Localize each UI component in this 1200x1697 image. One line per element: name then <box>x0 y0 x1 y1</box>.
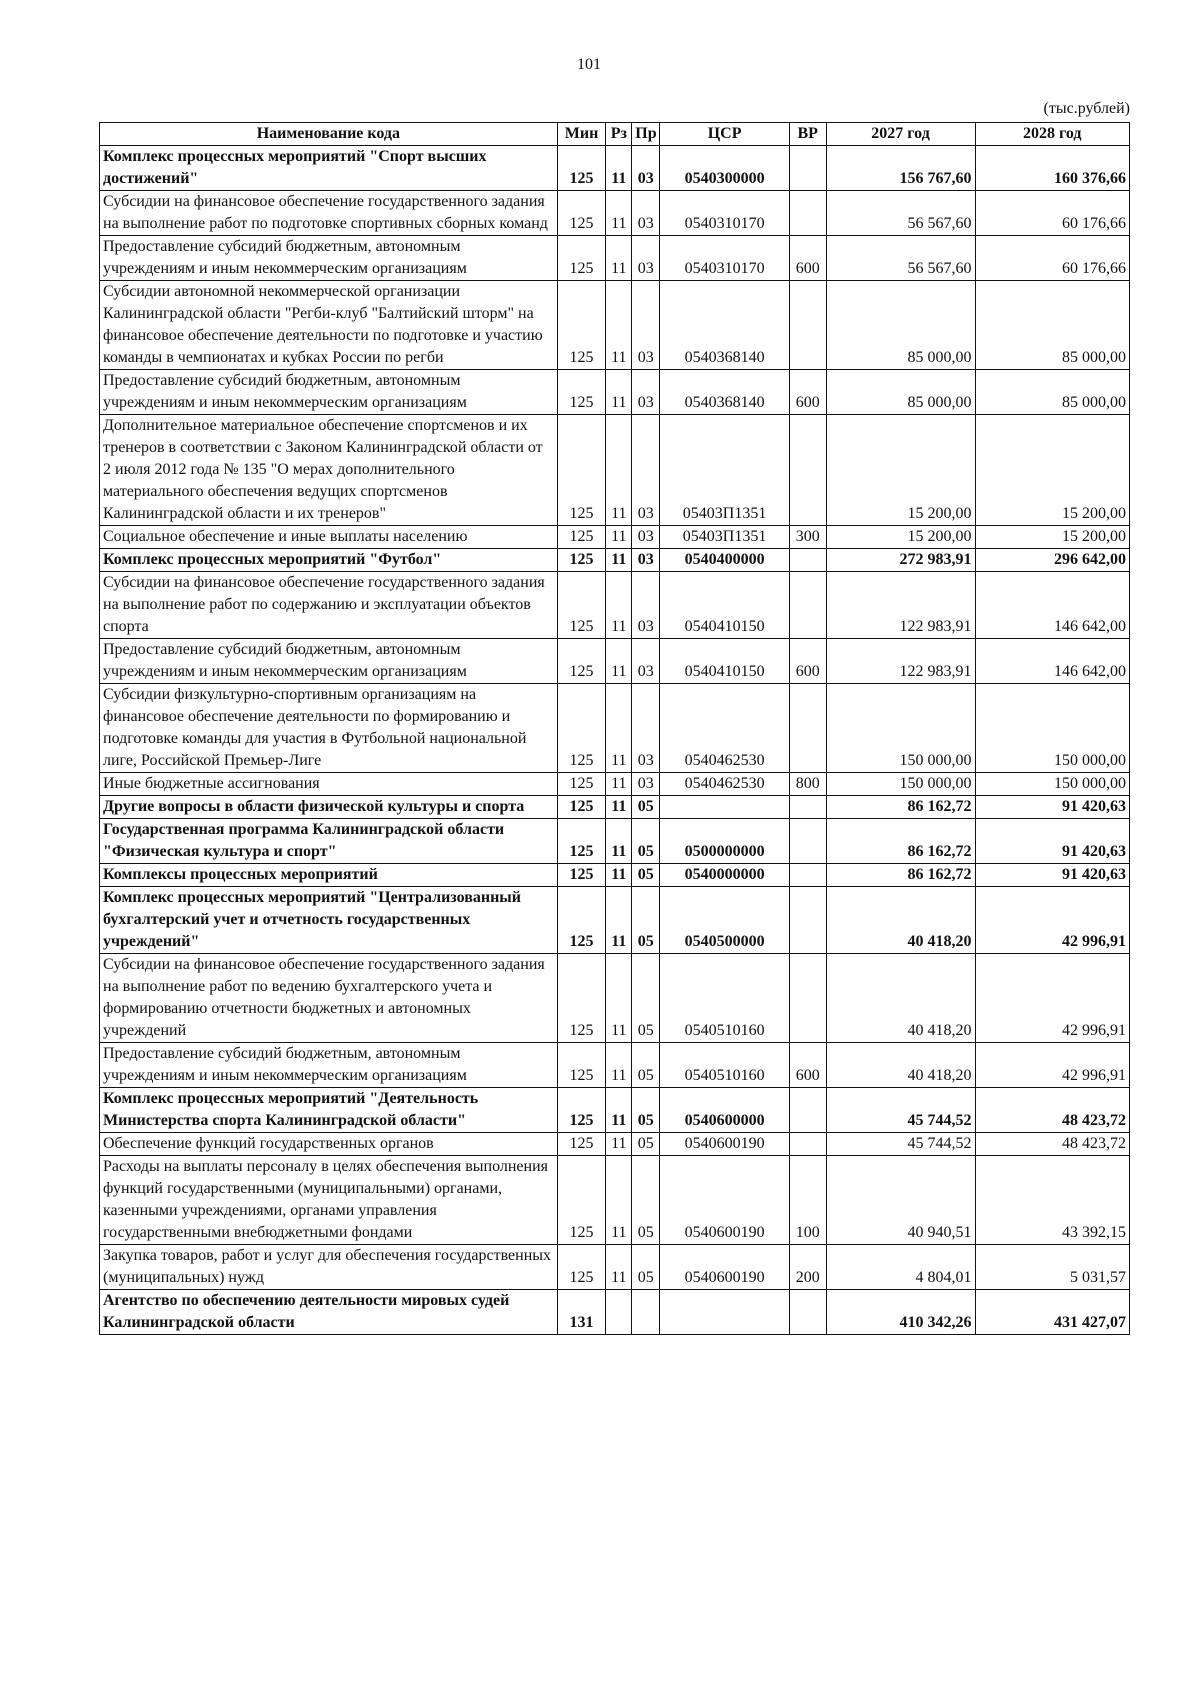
cell-2027: 56 567,60 <box>826 236 975 281</box>
cell-name: Иные бюджетные ассигнования <box>100 773 558 796</box>
table-row <box>100 1088 1130 1133</box>
cell-2028: 48 423,72 <box>975 1088 1129 1133</box>
cell-name: Субсидии автономной некоммерческой организации Калининградской области "Регби-клуб "Балтийский шторм" на финансовое обеспечение деятельности по подготовке и участию команды в чемпионатах и кубках России по регби <box>100 281 558 370</box>
cell-2028: 91 420,63 <box>975 796 1129 819</box>
cell-rz: 11 <box>606 887 632 954</box>
cell-2028: 150 000,00 <box>975 684 1129 773</box>
cell-rz: 11 <box>606 1245 632 1290</box>
table-row <box>100 191 1130 236</box>
cell-2028: 160 376,66 <box>975 146 1129 191</box>
cell-name: Субсидии на финансовое обеспечение государственного задания на выполнение работ по подготовке спортивных сборных команд <box>100 191 558 236</box>
cell-min: 125 <box>557 796 606 819</box>
cell-2028: 5 031,57 <box>975 1245 1129 1290</box>
cell-pr: 03 <box>632 549 660 572</box>
budget-table <box>99 122 1130 1335</box>
cell-vr <box>789 1290 826 1335</box>
cell-min: 125 <box>557 1133 606 1156</box>
cell-min: 125 <box>557 864 606 887</box>
cell-vr <box>789 549 826 572</box>
cell-2027: 40 940,51 <box>826 1156 975 1245</box>
cell-vr <box>789 864 826 887</box>
cell-csr: 0540368140 <box>660 281 790 370</box>
cell-2027: 410 342,26 <box>826 1290 975 1335</box>
cell-vr <box>789 796 826 819</box>
cell-pr: 05 <box>632 1245 660 1290</box>
cell-min: 125 <box>557 146 606 191</box>
cell-vr: 600 <box>789 370 826 415</box>
cell-2028: 146 642,00 <box>975 639 1129 684</box>
cell-vr <box>789 819 826 864</box>
cell-rz: 11 <box>606 773 632 796</box>
table-header-row <box>100 123 1130 146</box>
cell-2027: 45 744,52 <box>826 1133 975 1156</box>
cell-csr: 0500000000 <box>660 819 790 864</box>
cell-vr: 600 <box>789 639 826 684</box>
cell-csr: 05403П1351 <box>660 526 790 549</box>
cell-rz: 11 <box>606 526 632 549</box>
cell-rz: 11 <box>606 415 632 526</box>
table-row <box>100 526 1130 549</box>
cell-rz <box>606 1290 632 1335</box>
cell-min: 125 <box>557 415 606 526</box>
cell-name: Субсидии на финансовое обеспечение государственного задания на выполнение работ по ведению бухгалтерского учета и формированию отчетности бюджетных и автономных учреждений <box>100 954 558 1043</box>
cell-csr: 0540600190 <box>660 1245 790 1290</box>
cell-min: 125 <box>557 1156 606 1245</box>
cell-csr: 0540462530 <box>660 684 790 773</box>
cell-2027: 85 000,00 <box>826 281 975 370</box>
cell-rz: 11 <box>606 1088 632 1133</box>
header-csr: ЦСР <box>660 123 790 146</box>
cell-name: Государственная программа Калининградской области "Физическая культура и спорт" <box>100 819 558 864</box>
cell-pr: 03 <box>632 236 660 281</box>
cell-name: Комплекс процессных мероприятий "Централизованный бухгалтерский учет и отчетность государственных учреждений" <box>100 887 558 954</box>
cell-rz: 11 <box>606 146 632 191</box>
cell-vr <box>789 146 826 191</box>
cell-2028: 42 996,91 <box>975 1043 1129 1088</box>
cell-rz: 11 <box>606 1133 632 1156</box>
cell-csr: 0540410150 <box>660 639 790 684</box>
cell-name: Комплекс процессных мероприятий "Футбол" <box>100 549 558 572</box>
table-row <box>100 236 1130 281</box>
cell-2028: 15 200,00 <box>975 415 1129 526</box>
cell-min: 125 <box>557 684 606 773</box>
cell-min: 125 <box>557 370 606 415</box>
cell-name: Закупка товаров, работ и услуг для обеспечения государственных (муниципальных) нужд <box>100 1245 558 1290</box>
cell-name: Предоставление субсидий бюджетным, автономным учреждениям и иным некоммерческим организациям <box>100 370 558 415</box>
cell-2027: 150 000,00 <box>826 773 975 796</box>
cell-2027: 122 983,91 <box>826 572 975 639</box>
header-vr: ВР <box>789 123 826 146</box>
cell-csr: 0540410150 <box>660 572 790 639</box>
cell-vr <box>789 954 826 1043</box>
cell-vr <box>789 281 826 370</box>
page-number: 101 <box>577 56 601 73</box>
table-row <box>100 549 1130 572</box>
header-pr: Пр <box>632 123 660 146</box>
cell-2027: 86 162,72 <box>826 864 975 887</box>
cell-name: Дополнительное материальное обеспечение спортсменов и их тренеров в соответствии с Законом Калининградской области от 2 июля 2012 года № 135 "О мерах дополнительного материального обеспечения ведущих спортсменов Калининградской области и их тренеров" <box>100 415 558 526</box>
cell-2028: 15 200,00 <box>975 526 1129 549</box>
table-row <box>100 639 1130 684</box>
table-row <box>100 819 1130 864</box>
cell-min: 125 <box>557 819 606 864</box>
cell-2028: 91 420,63 <box>975 819 1129 864</box>
cell-csr: 0540510160 <box>660 1043 790 1088</box>
table-body <box>100 146 1130 1335</box>
table-row <box>100 370 1130 415</box>
cell-2028: 146 642,00 <box>975 572 1129 639</box>
cell-rz: 11 <box>606 819 632 864</box>
cell-csr: 0540368140 <box>660 370 790 415</box>
cell-2028: 85 000,00 <box>975 281 1129 370</box>
cell-csr: 0540510160 <box>660 954 790 1043</box>
table-row <box>100 281 1130 370</box>
table-row <box>100 572 1130 639</box>
cell-min: 125 <box>557 236 606 281</box>
cell-pr: 05 <box>632 1156 660 1245</box>
cell-name: Социальное обеспечение и иные выплаты населению <box>100 526 558 549</box>
cell-csr <box>660 796 790 819</box>
cell-vr: 800 <box>789 773 826 796</box>
cell-2028: 42 996,91 <box>975 954 1129 1043</box>
table-row <box>100 684 1130 773</box>
cell-vr: 600 <box>789 236 826 281</box>
cell-2027: 150 000,00 <box>826 684 975 773</box>
cell-csr: 0540400000 <box>660 549 790 572</box>
cell-min: 125 <box>557 1245 606 1290</box>
header-name: Наименование кода <box>100 123 558 146</box>
table-row <box>100 796 1130 819</box>
cell-pr: 03 <box>632 415 660 526</box>
cell-pr: 05 <box>632 887 660 954</box>
cell-pr: 03 <box>632 526 660 549</box>
cell-csr: 0540500000 <box>660 887 790 954</box>
table-row <box>100 415 1130 526</box>
cell-rz: 11 <box>606 864 632 887</box>
header-min: Мин <box>557 123 606 146</box>
cell-pr: 05 <box>632 796 660 819</box>
cell-pr: 05 <box>632 864 660 887</box>
cell-name: Комплекс процессных мероприятий "Деятельность Министерства спорта Калининградской области" <box>100 1088 558 1133</box>
cell-rz: 11 <box>606 236 632 281</box>
cell-2028: 60 176,66 <box>975 191 1129 236</box>
cell-vr <box>789 1088 826 1133</box>
cell-vr <box>789 887 826 954</box>
cell-rz: 11 <box>606 1156 632 1245</box>
cell-rz: 11 <box>606 639 632 684</box>
cell-vr <box>789 415 826 526</box>
table-row <box>100 1156 1130 1245</box>
cell-csr: 0540000000 <box>660 864 790 887</box>
units-label: (тыс.рублей) <box>1043 100 1130 117</box>
cell-csr: 0540600190 <box>660 1133 790 1156</box>
cell-vr <box>789 1133 826 1156</box>
cell-2027: 56 567,60 <box>826 191 975 236</box>
cell-min: 125 <box>557 549 606 572</box>
header-2027: 2027 год <box>826 123 975 146</box>
cell-2027: 15 200,00 <box>826 415 975 526</box>
cell-name: Предоставление субсидий бюджетным, автономным учреждениям и иным некоммерческим организациям <box>100 1043 558 1088</box>
cell-name: Комплекс процессных мероприятий "Спорт высших достижений" <box>100 146 558 191</box>
cell-2028: 85 000,00 <box>975 370 1129 415</box>
cell-2028: 296 642,00 <box>975 549 1129 572</box>
cell-2027: 86 162,72 <box>826 819 975 864</box>
cell-rz: 11 <box>606 191 632 236</box>
cell-pr: 03 <box>632 684 660 773</box>
cell-vr <box>789 572 826 639</box>
cell-2027: 40 418,20 <box>826 887 975 954</box>
cell-min: 125 <box>557 572 606 639</box>
cell-min: 125 <box>557 887 606 954</box>
cell-2027: 40 418,20 <box>826 1043 975 1088</box>
cell-min: 125 <box>557 639 606 684</box>
cell-name: Агентство по обеспечению деятельности мировых судей Калининградской области <box>100 1290 558 1335</box>
cell-csr: 0540300000 <box>660 146 790 191</box>
cell-csr: 0540462530 <box>660 773 790 796</box>
cell-csr: 0540600000 <box>660 1088 790 1133</box>
table-row <box>100 954 1130 1043</box>
cell-vr: 300 <box>789 526 826 549</box>
cell-min: 131 <box>557 1290 606 1335</box>
cell-min: 125 <box>557 1043 606 1088</box>
cell-2027: 156 767,60 <box>826 146 975 191</box>
header-2028: 2028 год <box>975 123 1129 146</box>
cell-min: 125 <box>557 191 606 236</box>
cell-vr: 200 <box>789 1245 826 1290</box>
cell-2027: 15 200,00 <box>826 526 975 549</box>
cell-min: 125 <box>557 526 606 549</box>
cell-pr: 03 <box>632 639 660 684</box>
cell-2028: 43 392,15 <box>975 1156 1129 1245</box>
cell-min: 125 <box>557 773 606 796</box>
table-row <box>100 1133 1130 1156</box>
header-rz: Рз <box>606 123 632 146</box>
cell-2028: 48 423,72 <box>975 1133 1129 1156</box>
cell-rz: 11 <box>606 954 632 1043</box>
cell-name: Обеспечение функций государственных органов <box>100 1133 558 1156</box>
cell-rz: 11 <box>606 549 632 572</box>
cell-pr: 03 <box>632 146 660 191</box>
cell-vr: 100 <box>789 1156 826 1245</box>
cell-rz: 11 <box>606 796 632 819</box>
cell-2027: 122 983,91 <box>826 639 975 684</box>
cell-name: Предоставление субсидий бюджетным, автономным учреждениям и иным некоммерческим организациям <box>100 236 558 281</box>
cell-2028: 91 420,63 <box>975 864 1129 887</box>
cell-rz: 11 <box>606 572 632 639</box>
table-row <box>100 864 1130 887</box>
cell-2027: 4 804,01 <box>826 1245 975 1290</box>
cell-rz: 11 <box>606 370 632 415</box>
cell-rz: 11 <box>606 1043 632 1088</box>
cell-name: Комплексы процессных мероприятий <box>100 864 558 887</box>
cell-pr: 05 <box>632 954 660 1043</box>
table-row <box>100 1245 1130 1290</box>
cell-2027: 86 162,72 <box>826 796 975 819</box>
cell-name: Субсидии на финансовое обеспечение государственного задания на выполнение работ по содержанию и эксплуатации объектов спорта <box>100 572 558 639</box>
cell-rz: 11 <box>606 684 632 773</box>
cell-name: Предоставление субсидий бюджетным, автономным учреждениям и иным некоммерческим организациям <box>100 639 558 684</box>
cell-2027: 40 418,20 <box>826 954 975 1043</box>
cell-pr <box>632 1290 660 1335</box>
cell-min: 125 <box>557 954 606 1043</box>
cell-pr: 03 <box>632 191 660 236</box>
cell-rz: 11 <box>606 281 632 370</box>
cell-2027: 272 983,91 <box>826 549 975 572</box>
cell-2028: 42 996,91 <box>975 887 1129 954</box>
cell-pr: 05 <box>632 1043 660 1088</box>
cell-pr: 05 <box>632 819 660 864</box>
cell-2027: 85 000,00 <box>826 370 975 415</box>
cell-min: 125 <box>557 1088 606 1133</box>
cell-pr: 03 <box>632 370 660 415</box>
cell-csr: 0540600190 <box>660 1156 790 1245</box>
table-row <box>100 887 1130 954</box>
cell-csr <box>660 1290 790 1335</box>
cell-csr: 05403П1351 <box>660 415 790 526</box>
cell-min: 125 <box>557 281 606 370</box>
cell-2028: 60 176,66 <box>975 236 1129 281</box>
cell-2028: 431 427,07 <box>975 1290 1129 1335</box>
table-row <box>100 1043 1130 1088</box>
cell-vr <box>789 684 826 773</box>
cell-pr: 05 <box>632 1133 660 1156</box>
cell-pr: 03 <box>632 773 660 796</box>
cell-csr: 0540310170 <box>660 191 790 236</box>
cell-2028: 150 000,00 <box>975 773 1129 796</box>
cell-pr: 05 <box>632 1088 660 1133</box>
table-row <box>100 773 1130 796</box>
cell-vr: 600 <box>789 1043 826 1088</box>
cell-vr <box>789 191 826 236</box>
table-row <box>100 1290 1130 1335</box>
cell-name: Расходы на выплаты персоналу в целях обеспечения выполнения функций государственными (муниципальными) органами, казенными учреждениями, органами управления государственными внебюджетными фондами <box>100 1156 558 1245</box>
cell-2027: 45 744,52 <box>826 1088 975 1133</box>
cell-name: Субсидии физкультурно-спортивным организациям на финансовое обеспечение деятельности по формированию и подготовке команды для участия в Футбольной национальной лиге, Российской Премьер-Лиге <box>100 684 558 773</box>
cell-pr: 03 <box>632 572 660 639</box>
table-row <box>100 146 1130 191</box>
cell-pr: 03 <box>632 281 660 370</box>
cell-csr: 0540310170 <box>660 236 790 281</box>
cell-name: Другие вопросы в области физической культуры и спорта <box>100 796 558 819</box>
